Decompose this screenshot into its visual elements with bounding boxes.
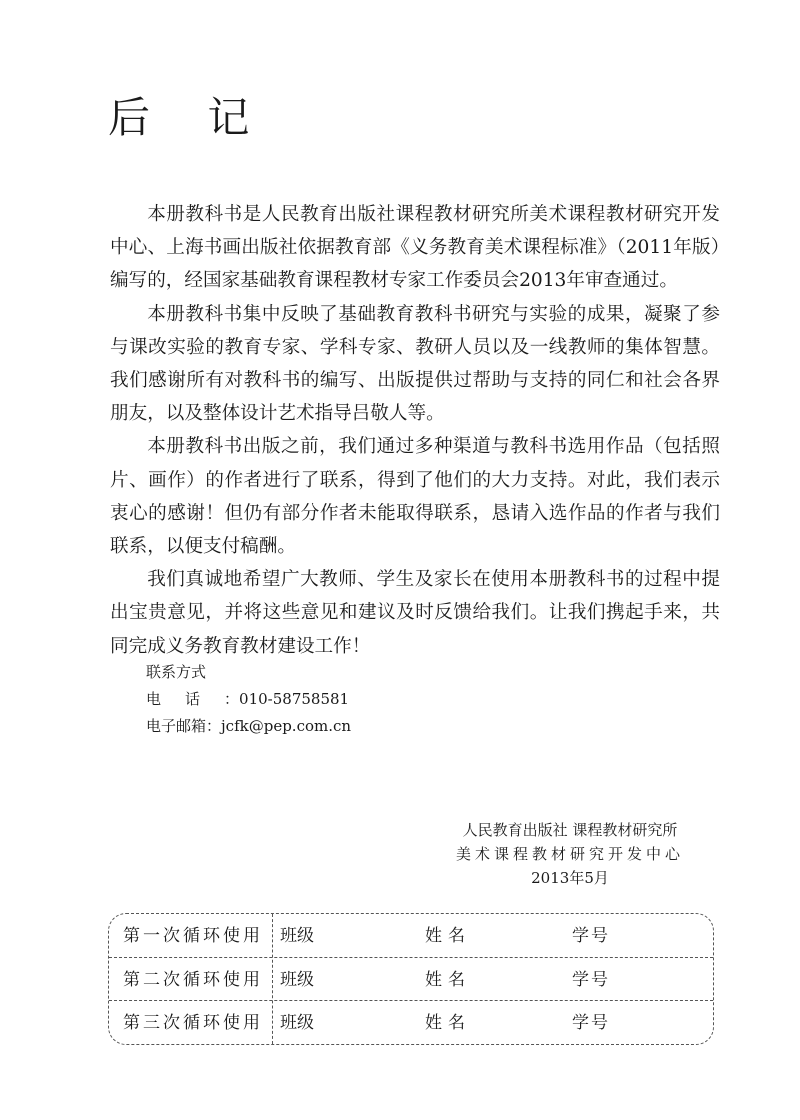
email-address: jcfk@pep.com.cn bbox=[221, 717, 352, 735]
page-title: 后 记 bbox=[108, 93, 272, 142]
usage-record-table bbox=[108, 913, 714, 1045]
contact-email-row bbox=[146, 713, 351, 740]
student-id-field-label: 学号 bbox=[572, 926, 610, 946]
name-field-label: 姓名 bbox=[425, 970, 471, 990]
paragraph: 本册教科书集中反映了基础教育教科书研究与实验的成果，凝聚了参与课改实验的教育专家、学科专家、教研人员以及一线教师的集体智慧。我们感谢所有对教科书的编写、出版提供过帮助与支持的同仁和社会各界朋友，以及整体设计艺术指导吕敬人等。 bbox=[110, 303, 720, 425]
paragraph: 本册教科书是人民教育出版社课程教材研究所美术课程教材研究开发中心、上海书画出版社依据教育部《义务教育美术课程标准》（2011年版）编写的，经国家基础教育课程教材专家工作委员会2013年审查通过。 bbox=[110, 204, 720, 292]
afterword-body bbox=[110, 198, 720, 663]
name-field-label: 姓名 bbox=[425, 926, 471, 946]
paragraph: 我们真诚地希望广大教师、学生及家长在使用本册教科书的过程中提出宝贵意见，并将这些意见和建议及时反馈给我们。让我们携起手来，共同完成义务教育教材建设工作！ bbox=[110, 569, 720, 657]
phone-number: 010-58758581 bbox=[239, 690, 350, 708]
signature-block bbox=[420, 818, 720, 890]
cycle-label: 第一次循环使用 bbox=[123, 926, 263, 946]
contact-phone-row bbox=[146, 686, 351, 713]
phone-separator: ： bbox=[224, 690, 240, 708]
cycle-label: 第三次循环使用 bbox=[123, 1013, 263, 1033]
email-label: 电子邮箱 bbox=[146, 717, 207, 735]
signature-date: 2013年5月 bbox=[531, 869, 609, 887]
paragraph: 本册教科书出版之前，我们通过多种渠道与教科书选用作品（包括照片、画作）的作者进行了联系，得到了他们的大力支持。对此，我们表示衷心的感谢！但仍有部分作者未能取得联系，恳请入选作品的作者与我们联系，以便支付稿酬。 bbox=[110, 436, 720, 558]
class-field-label: 班级 bbox=[280, 970, 314, 990]
table-row bbox=[109, 957, 713, 1002]
class-field-label: 班级 bbox=[280, 926, 314, 946]
table-row bbox=[109, 914, 713, 958]
name-field-label: 姓名 bbox=[425, 1013, 471, 1033]
student-id-field-label: 学号 bbox=[572, 970, 610, 990]
contact-heading: 联系方式 bbox=[146, 663, 207, 681]
signature-center: 美术课程教材研究开发中心 bbox=[455, 845, 684, 863]
email-separator: ： bbox=[206, 717, 222, 735]
phone-label: 电话 bbox=[146, 690, 225, 708]
signature-org: 人民教育出版社 课程教材研究所 bbox=[462, 821, 678, 839]
table-row bbox=[109, 1000, 713, 1045]
cycle-label: 第二次循环使用 bbox=[123, 970, 263, 990]
class-field-label: 班级 bbox=[280, 1013, 314, 1033]
contact-info bbox=[146, 659, 351, 740]
student-id-field-label: 学号 bbox=[572, 1013, 610, 1033]
